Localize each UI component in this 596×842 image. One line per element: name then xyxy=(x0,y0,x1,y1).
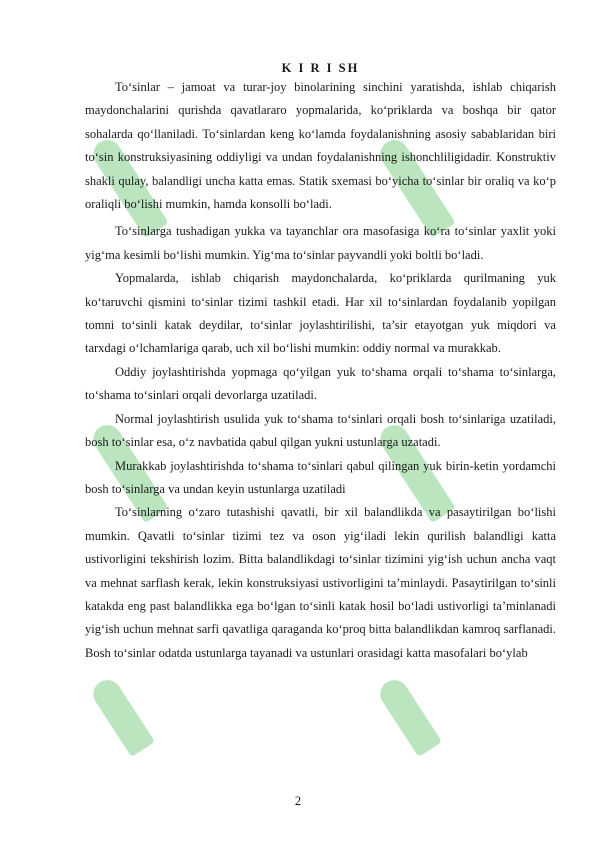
paragraph: To‘sinlar – jamoat va turar-joy binolarining sinchini yaratishda, ishlab chiqarish maydonchalarini qurishda qavatlararo yopmalarida, ko‘priklarda va boshqa bir qator sohalarda qo‘llaniladi. To‘sinlardan keng ko‘lamda foydalanishning asosiy sabablaridan biri to‘sin konstruksiyasining oddiyligi va undan foydalanishning ishonchliligidadir. Konstruktiv shakli qulay, balandligi uncha katta emas. Statik sxemasi bo‘yicha to‘sinlar bir oraliq va ko‘p oraliqli bo‘lishi mumkin, hamda konsolli bo‘ladi. xyxy=(85,80,556,212)
paragraph: Normal joylashtirish usulida yuk to‘shama to‘sinlari orqali bosh to‘sinlariga uzatiladi, bosh to‘sinlar esa, o‘z navbatida qabul qilgan yukni ustunlarga uzatadi. xyxy=(85,411,556,450)
paragraph: Yopmalarda, ishlab chiqarish maydonchalarda, ko‘priklarda qurilmaning yuk ko‘taruvchi qismini to‘sinlar tizimi tashkil etadi. Har xil to‘sinlardan foydalanib yopilgan tomni to‘sinli katak deydilar, to‘sinlar joylashtirilishi, ta’sir etayotgan yuk miqdori va tarxdagi o‘lchamlariga qarab, uch xil bo‘lishi mumkin: oddiy normal va murakkab. xyxy=(85,271,556,356)
paragraph: Oddiy joylashtirishda yopmaga qo‘yilgan yuk to‘shama orqali to‘shama to‘sinlarga, to‘shama to‘sinlari orqali devorlarga uzatiladi. xyxy=(85,364,556,403)
paragraph: Murakkab joylashtirishda to‘shama to‘sinlari qabul qilingan yuk birin-ketin yordamchi bosh to‘sinlarga va undan keyin ustunlarga uzatiladi xyxy=(85,458,556,496)
watermark-mark xyxy=(375,675,442,757)
watermark-mark xyxy=(88,675,155,757)
paragraph: To‘sinlarga tushadigan yukka va tayanchlar ora masofasiga ko‘ra to‘sinlar yaxlit yoki yig‘ma kesimli bo‘lishi mumkin. Yig‘ma to‘sinlar payvandli yoki boltli bo‘ladi. xyxy=(85,224,556,262)
document-title: K I R I SH xyxy=(281,61,360,75)
page-number: 2 xyxy=(294,794,302,808)
document-body xyxy=(85,60,556,665)
paragraph: To‘sinlarning o‘zaro tutashishi qavatli, bir xil balandlikda va pasaytirilgan bo‘lishi mumkin. Qavatli to‘sinlar tizimi tez va oson yig‘iladi lekin qurilish balandligi katta ustivorligini tekshirish lozim. Bitta balandlikdagi to‘sinlar tizimini yig‘ish uchun ancha vaqt va mehnat sarflash kerak, lekin konstruksiyasi ustivorligini ta’minlaydi. Pasaytirilgan to‘sinli katakda eng past balandlikka ega bo‘lgan to‘sinli katak hosil bo‘ladi ustivorligi ta’minlanadi yig‘ish uchun mehnat sarfi qavatliga qaraganda ko‘proq bitta balandlikdan kamroq sarflanadi. Bosh to‘sinlar odatda ustunlarga tayanadi va ustunlari orasidagi katta masofalari bo‘ylab xyxy=(85,505,556,660)
